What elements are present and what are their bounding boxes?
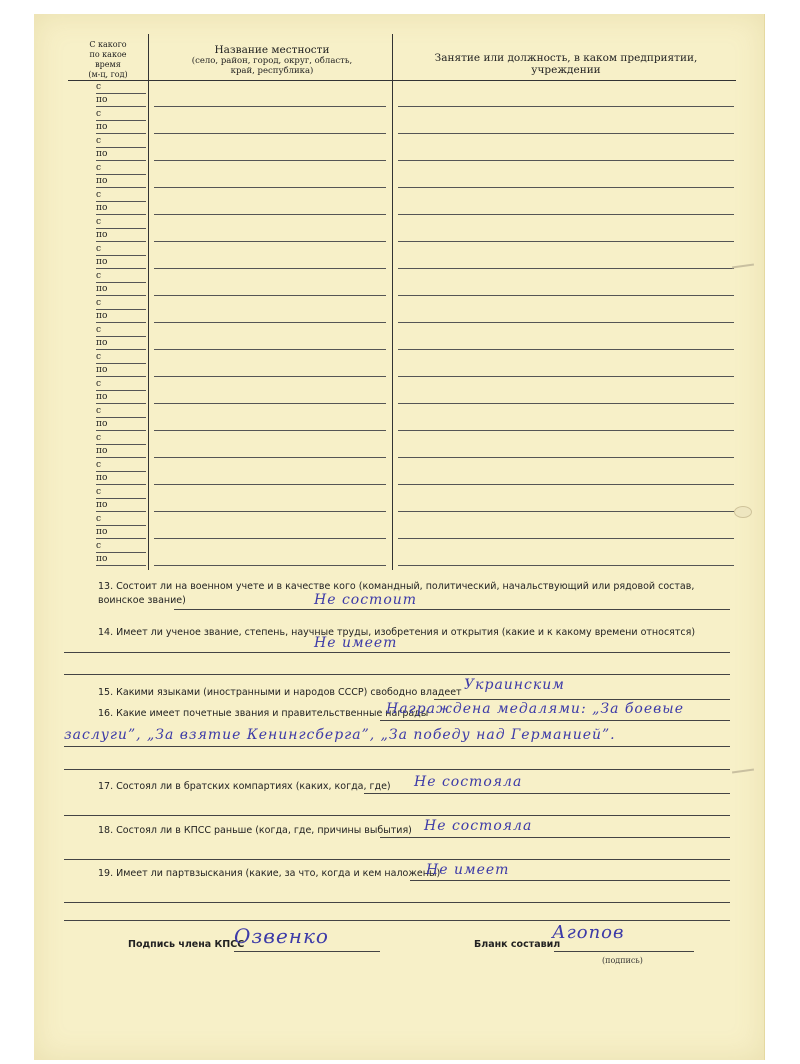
table-row: [68, 540, 736, 567]
occupation-line: [398, 403, 734, 404]
header-occupation: [398, 52, 734, 76]
table-row: [68, 297, 736, 324]
answer-line: [64, 859, 730, 860]
table-row: [68, 216, 736, 243]
to-label: по: [96, 122, 108, 132]
header-location-sub: край, республика): [230, 66, 314, 76]
occupation-line: [398, 295, 734, 296]
header-location-title: Название местности: [214, 44, 330, 56]
location-line: [154, 538, 386, 539]
question-16-text: 16. Какие имеет почетные звания и правительственные награды: [98, 708, 429, 719]
occupation-line: [398, 430, 734, 431]
from-label: с: [96, 379, 102, 389]
location-line: [154, 484, 386, 485]
location-line: [154, 376, 386, 377]
from-label: с: [96, 352, 102, 362]
answer-line: [64, 769, 730, 770]
answer-line: [380, 837, 730, 838]
question-13-text: 13. Состоит ли на военном учете и в качестве кого (командный, политический, начальствующий или рядовой состав,: [98, 581, 695, 592]
date-line: [96, 295, 146, 296]
date-line: [96, 363, 146, 364]
occupation-line: [398, 511, 734, 512]
location-line: [154, 133, 386, 134]
answer-line: [364, 793, 730, 794]
scan-edge: [760, 0, 800, 1064]
date-line: [96, 511, 146, 512]
answer-line: [174, 609, 730, 610]
member-signature: Озвенко: [234, 924, 329, 948]
to-label: по: [96, 419, 108, 429]
question-18-answer: Не состояла: [424, 818, 533, 834]
location-line: [154, 565, 386, 566]
date-line: [96, 457, 146, 458]
date-line: [96, 241, 146, 242]
from-label: с: [96, 163, 102, 173]
date-line: [96, 214, 146, 215]
header-period-line: (м-ц, год): [88, 70, 128, 79]
to-label: по: [96, 176, 108, 186]
signature-line: [234, 951, 380, 952]
date-line: [96, 336, 146, 337]
from-label: с: [96, 325, 102, 335]
question-15-text: 15. Какими языками (иностранными и народов СССР) свободно владеет: [98, 687, 462, 698]
location-line: [154, 241, 386, 242]
location-line: [154, 295, 386, 296]
date-line: [96, 268, 146, 269]
table-row: [68, 162, 736, 189]
date-line: [96, 201, 146, 202]
table-row: [68, 378, 736, 405]
table-row: [68, 243, 736, 270]
to-label: по: [96, 554, 108, 564]
date-line: [96, 228, 146, 229]
date-line: [96, 282, 146, 283]
question-14-text: 14. Имеет ли ученое звание, степень, научные труды, изобретения и открытия (какие и к какому времени относятся): [98, 627, 696, 638]
date-line: [96, 525, 146, 526]
answer-line: [380, 720, 730, 721]
location-line: [154, 349, 386, 350]
date-line: [96, 160, 146, 161]
date-line: [96, 417, 146, 418]
question-19-text: 19. Имеет ли партвзыскания (какие, за что, когда и кем наложены): [98, 868, 441, 879]
to-label: по: [96, 473, 108, 483]
occupation-line: [398, 268, 734, 269]
table-row: [68, 81, 736, 108]
to-label: по: [96, 230, 108, 240]
date-line: [96, 120, 146, 121]
date-line: [96, 309, 146, 310]
header-period: [68, 40, 148, 80]
from-label: с: [96, 487, 102, 497]
occupation-line: [398, 376, 734, 377]
table-row: [68, 189, 736, 216]
date-line: [96, 498, 146, 499]
to-label: по: [96, 500, 108, 510]
location-line: [154, 511, 386, 512]
to-label: по: [96, 203, 108, 213]
date-line: [96, 106, 146, 107]
occupation-line: [398, 565, 734, 566]
to-label: по: [96, 527, 108, 537]
table-row: [68, 270, 736, 297]
date-line: [96, 552, 146, 553]
date-line: [96, 444, 146, 445]
from-label: с: [96, 406, 102, 416]
from-label: с: [96, 460, 102, 470]
to-label: по: [96, 149, 108, 159]
table-row: [68, 324, 736, 351]
location-line: [154, 160, 386, 161]
from-label: с: [96, 109, 102, 119]
from-label: с: [96, 217, 102, 227]
answer-line: [64, 674, 730, 675]
history-table: [68, 34, 736, 567]
signature-line: [554, 951, 694, 952]
to-label: по: [96, 311, 108, 321]
date-line: [96, 565, 146, 566]
from-label: с: [96, 514, 102, 524]
occupation-line: [398, 241, 734, 242]
question-19-answer: Не имеет: [426, 862, 510, 878]
header-period-line: С какого: [89, 40, 127, 49]
table-header: [68, 34, 736, 81]
to-label: по: [96, 446, 108, 456]
date-line: [96, 93, 146, 94]
table-body: [68, 81, 736, 567]
location-line: [154, 430, 386, 431]
occupation-line: [398, 484, 734, 485]
to-label: по: [96, 95, 108, 105]
location-line: [154, 106, 386, 107]
date-line: [96, 538, 146, 539]
date-line: [96, 390, 146, 391]
date-line: [96, 376, 146, 377]
question-13-answer: Не состоит: [314, 592, 418, 608]
occupation-line: [398, 187, 734, 188]
from-label: с: [96, 433, 102, 443]
table-row: [68, 513, 736, 540]
header-period-line: время: [95, 60, 121, 69]
occupation-line: [398, 106, 734, 107]
table-row: [68, 135, 736, 162]
header-occupation-title: Занятие или должность, в каком предприятии,: [434, 52, 698, 64]
answer-line: [64, 920, 730, 921]
to-label: по: [96, 365, 108, 375]
date-line: [96, 187, 146, 188]
compiler-caption: (подпись): [602, 956, 643, 965]
table-row: [68, 459, 736, 486]
header-occupation-sub: учреждении: [531, 64, 601, 76]
occupation-line: [398, 160, 734, 161]
question-16-answer-cont: заслуги”, „За взятие Кенингсберга”, „За победу над Германией”.: [64, 727, 616, 743]
question-13-text2: воинское звание): [98, 595, 186, 606]
to-label: по: [96, 338, 108, 348]
occupation-line: [398, 322, 734, 323]
from-label: с: [96, 298, 102, 308]
date-line: [96, 255, 146, 256]
from-label: с: [96, 541, 102, 551]
date-line: [96, 471, 146, 472]
location-line: [154, 403, 386, 404]
occupation-line: [398, 538, 734, 539]
answer-line: [64, 652, 730, 653]
date-line: [96, 484, 146, 485]
date-line: [96, 174, 146, 175]
question-17-text: 17. Состоял ли в братских компартиях (каких, когда, где): [98, 781, 391, 792]
occupation-line: [398, 214, 734, 215]
answer-line: [64, 902, 730, 903]
date-line: [96, 430, 146, 431]
date-line: [96, 403, 146, 404]
question-18-text: 18. Состоял ли в КПСС раньше (когда, где, причины выбытия): [98, 825, 412, 836]
answer-line: [64, 815, 730, 816]
member-signature-label: Подпись члена КПСС: [128, 939, 245, 950]
date-line: [96, 133, 146, 134]
date-line: [96, 322, 146, 323]
location-line: [154, 268, 386, 269]
from-label: с: [96, 82, 102, 92]
compiler-signature: Агопов: [552, 922, 625, 943]
location-line: [154, 187, 386, 188]
question-15-answer: Украинским: [464, 677, 565, 693]
table-row: [68, 108, 736, 135]
punch-hole: [734, 506, 752, 518]
document-sheet: [34, 14, 765, 1060]
question-17-answer: Не состояла: [414, 774, 523, 790]
table-row: [68, 405, 736, 432]
answer-line: [410, 880, 730, 881]
header-location: [152, 44, 392, 76]
from-label: с: [96, 244, 102, 254]
occupation-line: [398, 457, 734, 458]
header-location-sub: (село, район, город, округ, область,: [191, 56, 353, 66]
table-row: [68, 486, 736, 513]
to-label: по: [96, 284, 108, 294]
table-row: [68, 351, 736, 378]
answer-line: [434, 699, 730, 700]
table-row: [68, 432, 736, 459]
compiler-label: Бланк составил: [474, 939, 561, 950]
location-line: [154, 214, 386, 215]
question-14-answer: Не имеет: [314, 635, 398, 651]
answer-line: [64, 746, 730, 747]
occupation-line: [398, 349, 734, 350]
question-16-answer: Награждена медалями: „За боевые: [386, 701, 684, 717]
date-line: [96, 349, 146, 350]
to-label: по: [96, 392, 108, 402]
date-line: [96, 147, 146, 148]
to-label: по: [96, 257, 108, 267]
occupation-line: [398, 133, 734, 134]
from-label: с: [96, 190, 102, 200]
location-line: [154, 322, 386, 323]
from-label: с: [96, 271, 102, 281]
header-period-line: по какое: [89, 50, 127, 59]
location-line: [154, 457, 386, 458]
from-label: с: [96, 136, 102, 146]
